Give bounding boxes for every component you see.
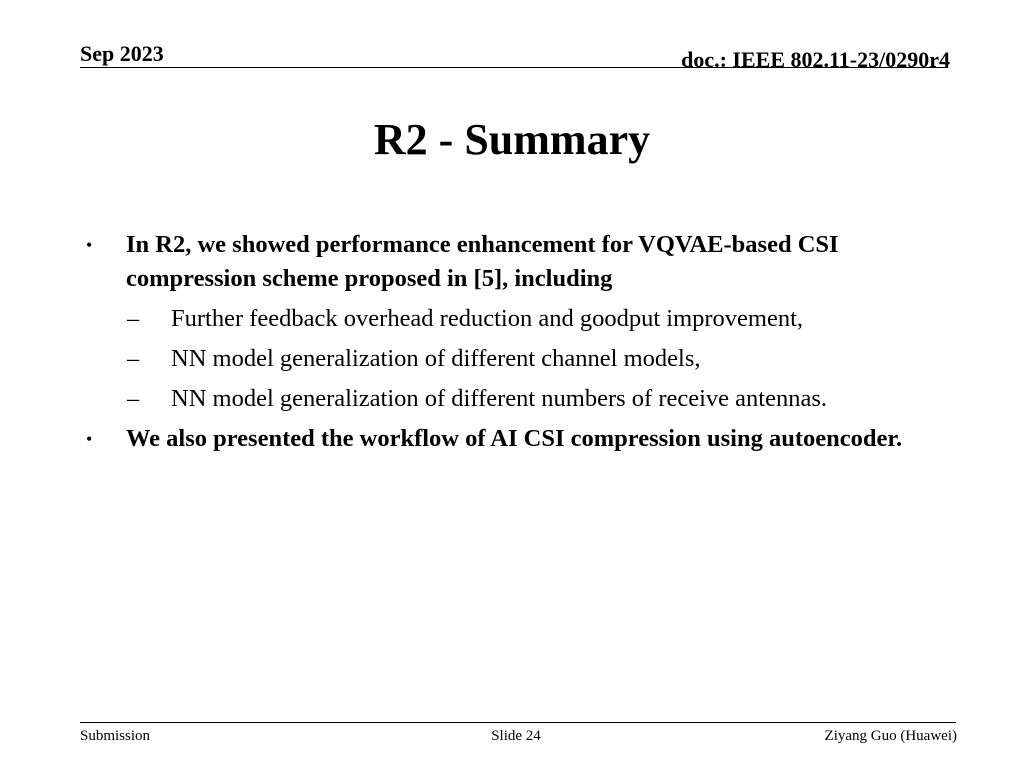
bullet-item (86, 422, 956, 456)
footer-submission: Submission (80, 728, 151, 744)
sub-bullet-text: Further feedback overhead reduction and goodput improvement, (171, 305, 804, 332)
bullet-text: In R2, we showed performance enhancement for VQVAE-based CSI compression scheme proposed in [5], including (126, 231, 839, 292)
bullet-text: We also presented the workflow of AI CSI compression using autoencoder. (126, 425, 903, 452)
bullet-marker: • (86, 429, 93, 449)
header-divider (80, 67, 948, 68)
footer-slide-number: Slide 24 (491, 728, 541, 744)
sub-bullet-item (86, 342, 956, 376)
slide-title: R2 - Summary (373, 115, 651, 164)
footer-author: Ziyang Guo (Huawei) (824, 728, 957, 744)
sub-bullet-item (86, 382, 956, 416)
bullet-marker: • (86, 235, 93, 255)
sub-bullet-text: NN model generalization of different channel models, (171, 345, 701, 372)
header-date: Sep 2023 (80, 41, 164, 66)
sub-bullet-marker: – (127, 385, 140, 412)
header-doc-id: doc.: IEEE 802.11-23/0290r4 (681, 47, 950, 72)
sub-bullet-marker: – (127, 345, 140, 372)
footer-divider (80, 722, 956, 723)
slide-body (86, 228, 956, 462)
bullet-item (86, 228, 956, 296)
sub-bullet-text: NN model generalization of different numbers of receive antennas. (171, 385, 828, 412)
sub-bullet-marker: – (127, 305, 140, 332)
sub-bullet-item (86, 302, 956, 336)
